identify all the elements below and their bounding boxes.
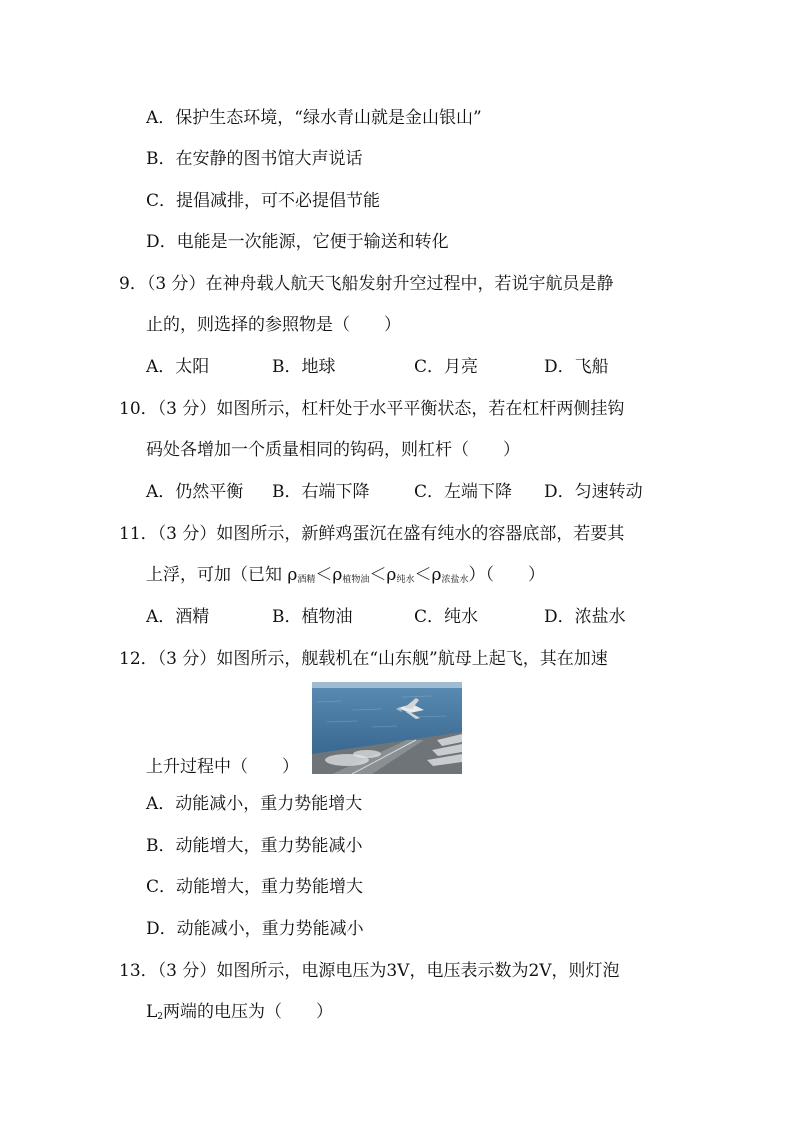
q11-sub-alcohol: 酒精 [297,575,316,585]
q13-bulb-subscript: 2 [157,1012,164,1022]
q11-option-a: A．酒精 [146,607,210,627]
carrier-jet-photo [312,682,462,774]
q11-lt-3: ＜ρ [414,565,442,585]
q12-stem-line1: 12．（3 分）如图所示，舰载机在“山东舰”航母上起飞，其在加速 [119,649,608,669]
q8-option-b: B．在安静的图书馆大声说话 [146,149,363,169]
q10-option-c: C．左端下降 [414,482,513,502]
q11-lt-1: ＜ρ [315,565,343,585]
q10-option-b: B．右端下降 [272,482,370,502]
q12-stem-line2: 上升过程中（ ） [146,757,299,777]
q8-option-c: C．提倡减排，可不必提倡节能 [146,191,381,211]
q11-option-d: D．浓盐水 [544,607,626,627]
q13-stem-line1: 13．（3 分）如图所示，电源电压为3V，电压表示数为2V，则灯泡 [119,961,620,981]
q10-stem-line2: 码处各增加一个质量相同的钩码，则杠杆（ ） [146,440,520,460]
q11-stem-post: ）（ ） [468,565,545,585]
q11-option-c: C．纯水 [414,607,479,627]
q11-stem-pre: 上浮，可加（已知 ρ [146,565,298,585]
q11-sub-oil: 植物油 [342,575,370,585]
q13-stem-line2 [146,1001,333,1028]
horizon-haze [312,682,462,688]
q10-stem-line1: 10．（3 分）如图所示，杠杆处于水平平衡状态，若在杠杆两侧挂钩 [119,399,625,419]
q8-option-a: A．保护生态环境，“绿水青山就是金山银山” [146,108,482,128]
q8-option-d: D．电能是一次能源，它便于输送和转化 [146,232,449,252]
q9-option-d: D．飞船 [544,357,609,377]
q9-option-b: B．地球 [272,357,336,377]
q9-option-c: C．月亮 [414,357,479,377]
q9-stem-line2: 止的，则选择的参照物是（ ） [146,315,401,335]
q11-stem-line1: 11．（3 分）如图所示，新鲜鸡蛋沉在盛有纯水的容器底部，若要其 [119,524,625,544]
q10-option-d: D．匀速转动 [544,482,643,502]
q9-stem-line1: 9．（3 分）在神舟载人航天飞船发射升空过程中，若说宇航员是静 [119,274,614,294]
q13-bulb-label: L [146,1002,158,1022]
carrier-jet-illustration [312,682,462,774]
q11-sub-water: 纯水 [396,575,415,585]
q10-option-a: A．仍然平衡 [146,482,244,502]
q12-option-d: D．动能减小，重力势能减小 [146,919,364,939]
q12-option-a: A．动能减小，重力势能增大 [146,794,363,814]
q12-option-c: C．动能增大，重力势能增大 [146,877,364,897]
q11-sub-brine: 浓盐水 [441,575,469,585]
q12-option-b: B．动能增大，重力势能减小 [146,836,363,856]
q11-stem-line2 [146,564,545,591]
q11-option-b: B．植物油 [272,607,353,627]
q11-lt-2: ＜ρ [369,565,397,585]
q9-option-a: A．太阳 [146,357,210,377]
q13-stem-post: 两端的电压为（ ） [163,1002,334,1022]
